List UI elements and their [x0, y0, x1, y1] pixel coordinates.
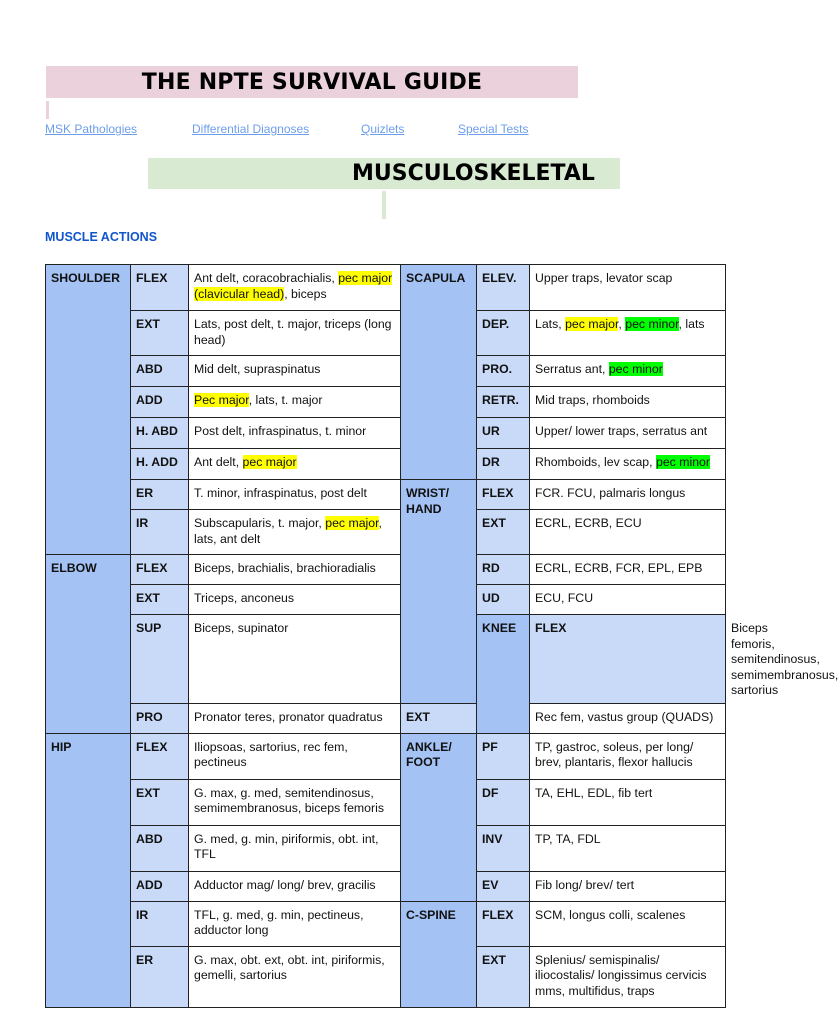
table-row	[46, 825, 726, 871]
table-row	[46, 901, 726, 946]
muscle-text: , biceps	[284, 286, 327, 301]
action-cell-er: ER	[131, 946, 189, 1007]
highlight-yellow: pec major	[242, 455, 297, 469]
muscles-cell	[189, 387, 401, 418]
action-cell-h-add: H. ADD	[131, 449, 189, 480]
muscles-cell	[189, 449, 401, 480]
muscle-text: , lats, t. major	[248, 393, 323, 407]
action-cell-rd: RD	[477, 555, 530, 585]
section-tick-mark	[382, 191, 386, 219]
muscle-text: Biceps, supinator	[194, 621, 289, 635]
action-cell-flex: FLEX	[131, 555, 189, 585]
action-cell-er: ER	[131, 480, 189, 510]
muscles-cell	[189, 418, 401, 449]
action-cell-add: ADD	[131, 871, 189, 901]
muscle-text: Fib long/ brev/ tert	[535, 877, 635, 892]
muscle-text: Serratus ant,	[535, 362, 609, 376]
action-cell-abd: ABD	[131, 356, 189, 387]
muscles-cell	[530, 449, 726, 480]
action-cell-inv: INV	[477, 825, 530, 871]
table-row	[46, 733, 726, 779]
muscle-text: T. minor, infraspinatus, post delt	[194, 486, 367, 500]
group-cell-knee: KNEE	[477, 615, 530, 734]
muscle-text: Lats,	[535, 317, 566, 331]
action-cell-ext: EXT	[401, 703, 477, 733]
muscle-text: Adductor mag/ long/ brev, gracilis	[194, 877, 376, 892]
action-cell-ev: EV	[477, 871, 530, 901]
action-cell-ext: EXT	[131, 311, 189, 356]
highlight-green: pec minor	[625, 317, 679, 331]
muscles-cell	[530, 265, 726, 311]
group-cell-hip: HIP	[46, 733, 131, 1007]
muscles-cell	[530, 480, 726, 510]
muscle-actions-table	[45, 264, 838, 1008]
group-cell-shoulder: SHOULDER	[46, 265, 131, 555]
table-row	[46, 480, 726, 510]
muscles-cell	[530, 555, 726, 585]
link-msk-pathologies[interactable]: MSK Pathologies	[45, 122, 138, 136]
muscle-text: TFL, g. med, g. min, pectineus, adductor long	[194, 907, 364, 937]
muscle-text: ECU, FCU	[535, 591, 594, 605]
action-cell-ext: EXT	[477, 946, 530, 1007]
muscle-text: ,	[618, 317, 626, 331]
muscle-text: Biceps femoris, semitendinosus, semimembranosus, sartorius	[731, 621, 838, 697]
muscle-text: ECRL, ECRB, ECU	[535, 516, 642, 530]
action-cell-sup: SUP	[131, 615, 189, 704]
action-cell-ext: EXT	[477, 510, 530, 555]
muscles-cell	[530, 387, 726, 418]
action-cell-pro: PRO	[131, 703, 189, 733]
highlight-yellow: Pec major	[194, 393, 249, 407]
muscle-text: Ant delt, coracobrachialis,	[194, 271, 339, 285]
muscles-cell	[189, 585, 401, 615]
muscle-text: Biceps, brachialis, brachioradialis	[194, 561, 376, 575]
muscle-text: Rhomboids, lev scap,	[535, 455, 656, 469]
muscle-text: Lats, post delt, t. major, triceps (long head)	[194, 317, 392, 347]
muscle-text: TP, gastroc, soleus, per long/ brev, plantaris, flexor hallucis	[535, 739, 694, 769]
group-cell-elbow: ELBOW	[46, 555, 131, 734]
muscles-cell	[189, 901, 401, 946]
muscles-cell	[530, 703, 726, 733]
muscles-cell	[189, 733, 401, 779]
muscle-actions-table-body	[46, 265, 838, 1008]
muscles-cell	[530, 418, 726, 449]
group-cell-wrist-hand: WRIST/ HAND	[401, 480, 477, 704]
action-cell-dr: DR	[477, 449, 530, 480]
highlight-yellow: pec major	[325, 516, 379, 530]
action-cell-ir: IR	[131, 901, 189, 946]
highlight-yellow: pec major (clavicular head)	[194, 271, 393, 301]
muscle-text: Splenius/ semispinalis/ iliocostalis/ longissimus cervicis mms, multifidus, traps	[535, 952, 707, 998]
muscle-actions-heading: MUSCLE ACTIONS	[45, 230, 158, 244]
muscle-text: G. max, g. med, semitendinosus, semimembranosus, biceps femoris	[194, 785, 384, 815]
action-cell-elev: ELEV.	[477, 265, 530, 311]
link-differential-diagnoses[interactable]: Differential Diagnoses	[192, 122, 310, 136]
muscle-text: Upper traps, levator scap	[535, 271, 673, 285]
muscles-cell	[189, 779, 401, 825]
muscle-text: ECRL, ECRB, FCR, EPL, EPB	[535, 561, 703, 575]
action-cell-pf: PF	[477, 733, 530, 779]
table-row	[46, 871, 726, 901]
muscles-cell	[530, 733, 726, 779]
action-cell-h-abd: H. ABD	[131, 418, 189, 449]
muscles-cell	[189, 615, 401, 704]
muscle-text: Mid traps, rhomboids	[535, 393, 650, 407]
action-cell-flex: FLEX	[131, 733, 189, 779]
action-cell-ext: EXT	[131, 585, 189, 615]
table-row	[46, 703, 726, 733]
muscles-cell	[189, 946, 401, 1007]
title-tick-mark	[46, 101, 49, 119]
muscle-text: TA, EHL, EDL, fib tert	[535, 785, 653, 800]
link-special-tests[interactable]: Special Tests	[458, 122, 529, 136]
muscle-text: Subscapularis, t. major,	[194, 516, 326, 530]
muscle-text: Ant delt,	[194, 455, 243, 469]
muscles-cell	[530, 901, 726, 946]
table-row	[46, 356, 726, 387]
group-cell-c-spine: C-SPINE	[401, 901, 477, 1007]
table-row	[46, 615, 726, 704]
action-cell-flex: FLEX	[131, 265, 189, 311]
muscle-text: Post delt, infraspinatus, t. minor	[194, 424, 367, 438]
muscles-cell	[189, 871, 401, 901]
highlight-green: pec minor	[608, 362, 663, 376]
muscles-cell	[530, 311, 726, 356]
muscle-text: Pronator teres, pronator quadratus	[194, 709, 383, 724]
muscle-text: SCM, longus colli, scalenes	[535, 907, 686, 922]
table-row	[46, 555, 726, 585]
muscles-cell	[189, 265, 401, 311]
muscles-cell	[189, 825, 401, 871]
highlight-green: pec minor	[655, 455, 710, 469]
muscle-text: G. med, g. min, piriformis, obt. int, TFL	[194, 831, 379, 861]
group-cell-ankle-foot: ANKLE/ FOOT	[401, 733, 477, 901]
muscles-cell	[189, 703, 401, 733]
action-cell-flex: FLEX	[477, 480, 530, 510]
table-row	[46, 311, 726, 356]
action-cell-ud: UD	[477, 585, 530, 615]
action-cell-abd: ABD	[131, 825, 189, 871]
muscles-cell	[530, 779, 726, 825]
action-cell-flex: FLEX	[477, 901, 530, 946]
muscles-cell	[530, 871, 726, 901]
table-row	[46, 585, 726, 615]
action-cell-add: ADD	[131, 387, 189, 418]
muscles-cell	[530, 356, 726, 387]
table-row	[46, 418, 726, 449]
muscle-text: Iliopsoas, sartorius, rec fem, pectineus	[194, 739, 348, 769]
muscles-cell	[530, 825, 726, 871]
muscle-text: Rec fem, vastus group (QUADS)	[535, 709, 714, 724]
muscles-cell	[530, 585, 726, 615]
table-row	[46, 510, 726, 555]
muscle-text: Mid delt, supraspinatus	[194, 362, 321, 376]
action-cell-flex: FLEX	[530, 615, 726, 704]
muscle-text: Triceps, anconeus	[194, 591, 295, 605]
action-cell-retr: RETR.	[477, 387, 530, 418]
muscle-text: FCR. FCU, palmaris longus	[535, 486, 686, 500]
link-quizlets[interactable]: Quizlets	[361, 122, 405, 136]
page-title: THE NPTE SURVIVAL GUIDE	[141, 70, 483, 95]
table-row	[46, 946, 726, 1007]
muscle-text: G. max, obt. ext, obt. int, piriformis, gemelli, sartorius	[194, 952, 385, 982]
table-row	[46, 387, 726, 418]
action-cell-df: DF	[477, 779, 530, 825]
action-cell-pro: PRO.	[477, 356, 530, 387]
muscle-text: TP, TA, FDL	[535, 831, 601, 846]
muscles-cell	[189, 510, 401, 555]
muscle-text: Upper/ lower traps, serratus ant	[535, 424, 708, 438]
muscles-cell	[189, 356, 401, 387]
muscle-text: , lats, ant delt	[194, 516, 382, 546]
group-cell-scapula: SCAPULA	[401, 265, 477, 480]
muscle-text: , lats	[678, 317, 705, 331]
muscles-cell	[530, 946, 726, 1007]
action-cell-ext: EXT	[131, 779, 189, 825]
action-cell-ir: IR	[131, 510, 189, 555]
section-title: MUSCULOSKELETAL	[352, 161, 595, 186]
action-cell-ur: UR	[477, 418, 530, 449]
muscles-cell	[189, 480, 401, 510]
highlight-yellow: pec major	[565, 317, 619, 331]
muscles-cell	[530, 510, 726, 555]
table-row	[46, 265, 726, 311]
table-row	[46, 449, 726, 480]
muscles-cell	[189, 311, 401, 356]
action-cell-dep: DEP.	[477, 311, 530, 356]
table-row	[46, 779, 726, 825]
muscles-cell	[189, 555, 401, 585]
